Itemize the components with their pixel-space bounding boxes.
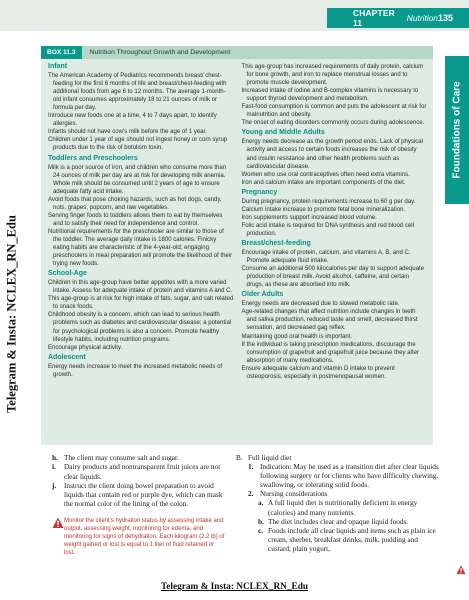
list-marker: i. [52,462,56,472]
box-paragraph: Energy needs are decreased due to slowed metabolic rate. [241,301,400,308]
box-subheading: Breast/chest-feeding [241,239,311,247]
box-left-column [48,63,234,381]
full-liquid-heading [236,453,439,462]
box-paragraph: Nutritional requirements for the preschooler are similar to those of the toddler. The average daily intake is 1800 calories. Finicky eating habits are characteristic of the 4-year-old; engaging preschoolers in meal preparation will promote the likelihood of their trying new foods. [48,228,233,268]
box-paragraph: This age-group has increased requirements of daily protein, calcium for bone growth, and iron to replace menstrual losses and to promote muscle development. [241,64,424,87]
box-paragraph: Calcium intake increase to promote fetal bone mineralization. [241,206,406,213]
box-header [41,46,433,59]
list-text: Indication: May be used as a transition diet after clear liquids following surgery or for clients who have difficulty chewing, swallowing, or tolerating solid foods. [260,462,439,490]
warning-note [52,517,226,557]
heading-marker: B. [236,453,243,462]
margin-warning-icon [456,565,466,575]
side-watermark [2,203,22,425]
chapter-label: CHAPTER 11 [353,8,395,28]
box-paragraph: Age-related changes that affect nutrition include changes in teeth and saliva production, reduced taste and smell, decreased thirst sensation, and decreased gag reflex. [241,309,418,332]
box-subheading: Young and Middle Adults [241,129,325,137]
box-paragraph: Milk is a poor source of iron, and children who consume more than 24 ounces of milk per day are at risk for developing milk anemia. Whole milk should be consumed until 2 years of age to ensure adequate fatty acid intake. [48,164,227,195]
list-item [258,526,439,553]
box-right-column [242,63,428,381]
side-tab-label: Foundations of Care [451,81,463,179]
box-paragraph: The American Academy of Pediatrics recommends breast/ chest-feeding for the first 6 months of life and breast/chest-feeding with additional foods from age 6 to 12 months. The average 1-month-old infant consumes approximately 18 to 21 ounces of milk or formula per day. [48,73,227,112]
section-label: Nutrition [406,13,438,23]
page-number: 135 [437,13,453,23]
box-paragraph: Energy needs decrease as the growth period ends. Lack of physical activity and access to certain foods increases the risk of obesity and insulin resistance and other health problems such as cardiovascular disease. [241,139,424,170]
box-paragraph: Increased intake of iodine and B-complex vitamins is necessary to support thyroid development and metabolism. [241,88,419,103]
box-paragraph: This age-group is at risk for high intake of fats, sugar, and salt related to snack foods. [48,296,234,311]
list-item [258,498,439,516]
box-paragraph: Encourage physical activity. [48,344,123,351]
box-paragraph: Maintaining good oral health is important. [241,333,353,340]
box-subheading: Older Adults [241,291,284,299]
nutrition-box [41,46,433,445]
box-paragraph: Consume an additional 500 kilocalories per day to support adequate production of breast milk. Avoid alcohol, caffeine, and certain drugs, as these are absorbed into milk. [241,266,425,289]
list-marker: 1. [248,462,254,472]
box-paragraph: Women who use oral contraceptives often need extra vitamins. [241,171,410,178]
list-text: Foods include all clear liquids and items such as plain ice cream, sherbet, breakfast drinks, milk, pudding and custard, plain yogurt, [268,525,436,553]
box-title: Nutrition Throughout Growth and Development [89,49,231,56]
box-paragraph: Encourage intake of protein, calcium, and vitamins A, B, and C. Promote adequate fluid intake. [241,250,411,265]
box-number: BOX 11.3 [41,46,82,59]
box-paragraph: Childhood obesity is a concern, which can lead to serious health problems such as diabetes and cardiovascular disease; a potential for psychological problems is also a concern. Promote healthy lifestyle habits, including nutrition programs. [48,312,232,343]
box-subheading: School-Age [48,270,87,278]
lower-left-column [52,453,226,557]
list-marker: 2. [248,489,254,499]
box-paragraph: Iron and calcium intake are important components of the diet. [241,179,406,186]
heading-text: Full liquid diet [248,453,292,462]
section-side-tab [445,56,469,204]
box-paragraph: Ensure adequate calcium and vitamin D intake to prevent osteoporosis, especially in postmenopausal women. [241,365,395,380]
box-subheading: Adolescent [48,353,86,361]
box-subheading: Toddlers and Preschoolers [48,154,138,162]
box-paragraph: Serving finger foods to toddlers allows them to eat by themselves and to satisfy their need for independence and control. [48,212,223,227]
box-subheading: Infant [48,63,68,70]
footer-watermark: Telegram & Insta: NCLEX_RN_Edu [160,582,309,592]
side-watermark-text: Telegram & Insta: NCLEX_RN_Edu [4,215,19,413]
list-item [52,462,226,481]
list-text: Nursing considerations [260,489,328,499]
box-paragraph: Introduce new foods one at a time, 4 to 7 days apart, to identify allergies. [48,113,217,128]
list-marker: h. [52,453,58,462]
box-paragraph: Iron supplements support increased blood volume. [241,214,377,221]
list-marker: b. [258,516,264,526]
list-text: A full liquid diet is nutritionally deficient in energy (calories) and many nutrients. [268,498,418,517]
list-text: Instruct the client doing bowel preparation to avoid liquids that contain red or purple dye, which can mask the normal color of the lining of the colon. [64,480,223,509]
box-paragraph: Folic acid intake is required for DNA synthesis and red blood cell production. [241,222,414,237]
list-item [52,453,226,462]
box-subheading: Pregnancy [241,188,278,196]
list-marker: c. [258,525,264,535]
list-text: The diet includes clear and opaque liquid foods. [268,516,409,526]
warning-text: Monitor the client's hydration status by assessing intake and output, assessing weight, monitoring for edema, and monitoring for signs of dehydration. Each kilogram (2.2 lb) of weight gained or lost is equal to 1 liter of fluid retained or lost. [64,517,225,557]
box-paragraph: If the individual is taking prescription medications, discourage the consumption of grapefruit and grapefruit juice because they alter absorption of many medications. [241,341,419,364]
list-item [248,489,439,498]
box-paragraph: Children in this age-group have better appetites with a more varied intake. Assess for adequate intake of protein and vitamins A and C. [48,280,233,295]
box-paragraph: During pregnancy, protein requirements increase to 60 g per day. [241,198,416,205]
list-item [52,481,226,509]
box-paragraph: Energy needs increase to meet the increased metabolic needs of growth. [48,363,223,378]
box-paragraph: Infants should not have cow's milk before the age of 1 year. [48,129,207,136]
list-marker: a. [258,498,264,508]
list-marker: j. [52,480,57,490]
warning-triangle-icon [52,517,64,529]
box-paragraph: Fast-food consumption is common and puts the adolescent at risk for malnutrition and obesity. [241,104,427,119]
box-paragraph: Children under 1 year of age should not ingest honey or corn syrup products due to the risk of botulism toxin. [48,137,228,152]
box-paragraph: The onset of eating disorders commonly occurs during adolescence. [241,120,425,127]
lower-right-column [236,453,439,553]
running-header [327,8,469,28]
list-text: Dairy products and nontransparent fruit juices are not clear liquids. [64,462,221,481]
list-text: The client may consume salt and sugar. [64,453,179,462]
list-item [248,462,439,489]
box-paragraph: Avoid foods that pose choking hazards, such as hot dogs, candy, nuts, grapes, popcorn, and raw vegetables. [48,196,222,211]
list-item [258,517,439,526]
